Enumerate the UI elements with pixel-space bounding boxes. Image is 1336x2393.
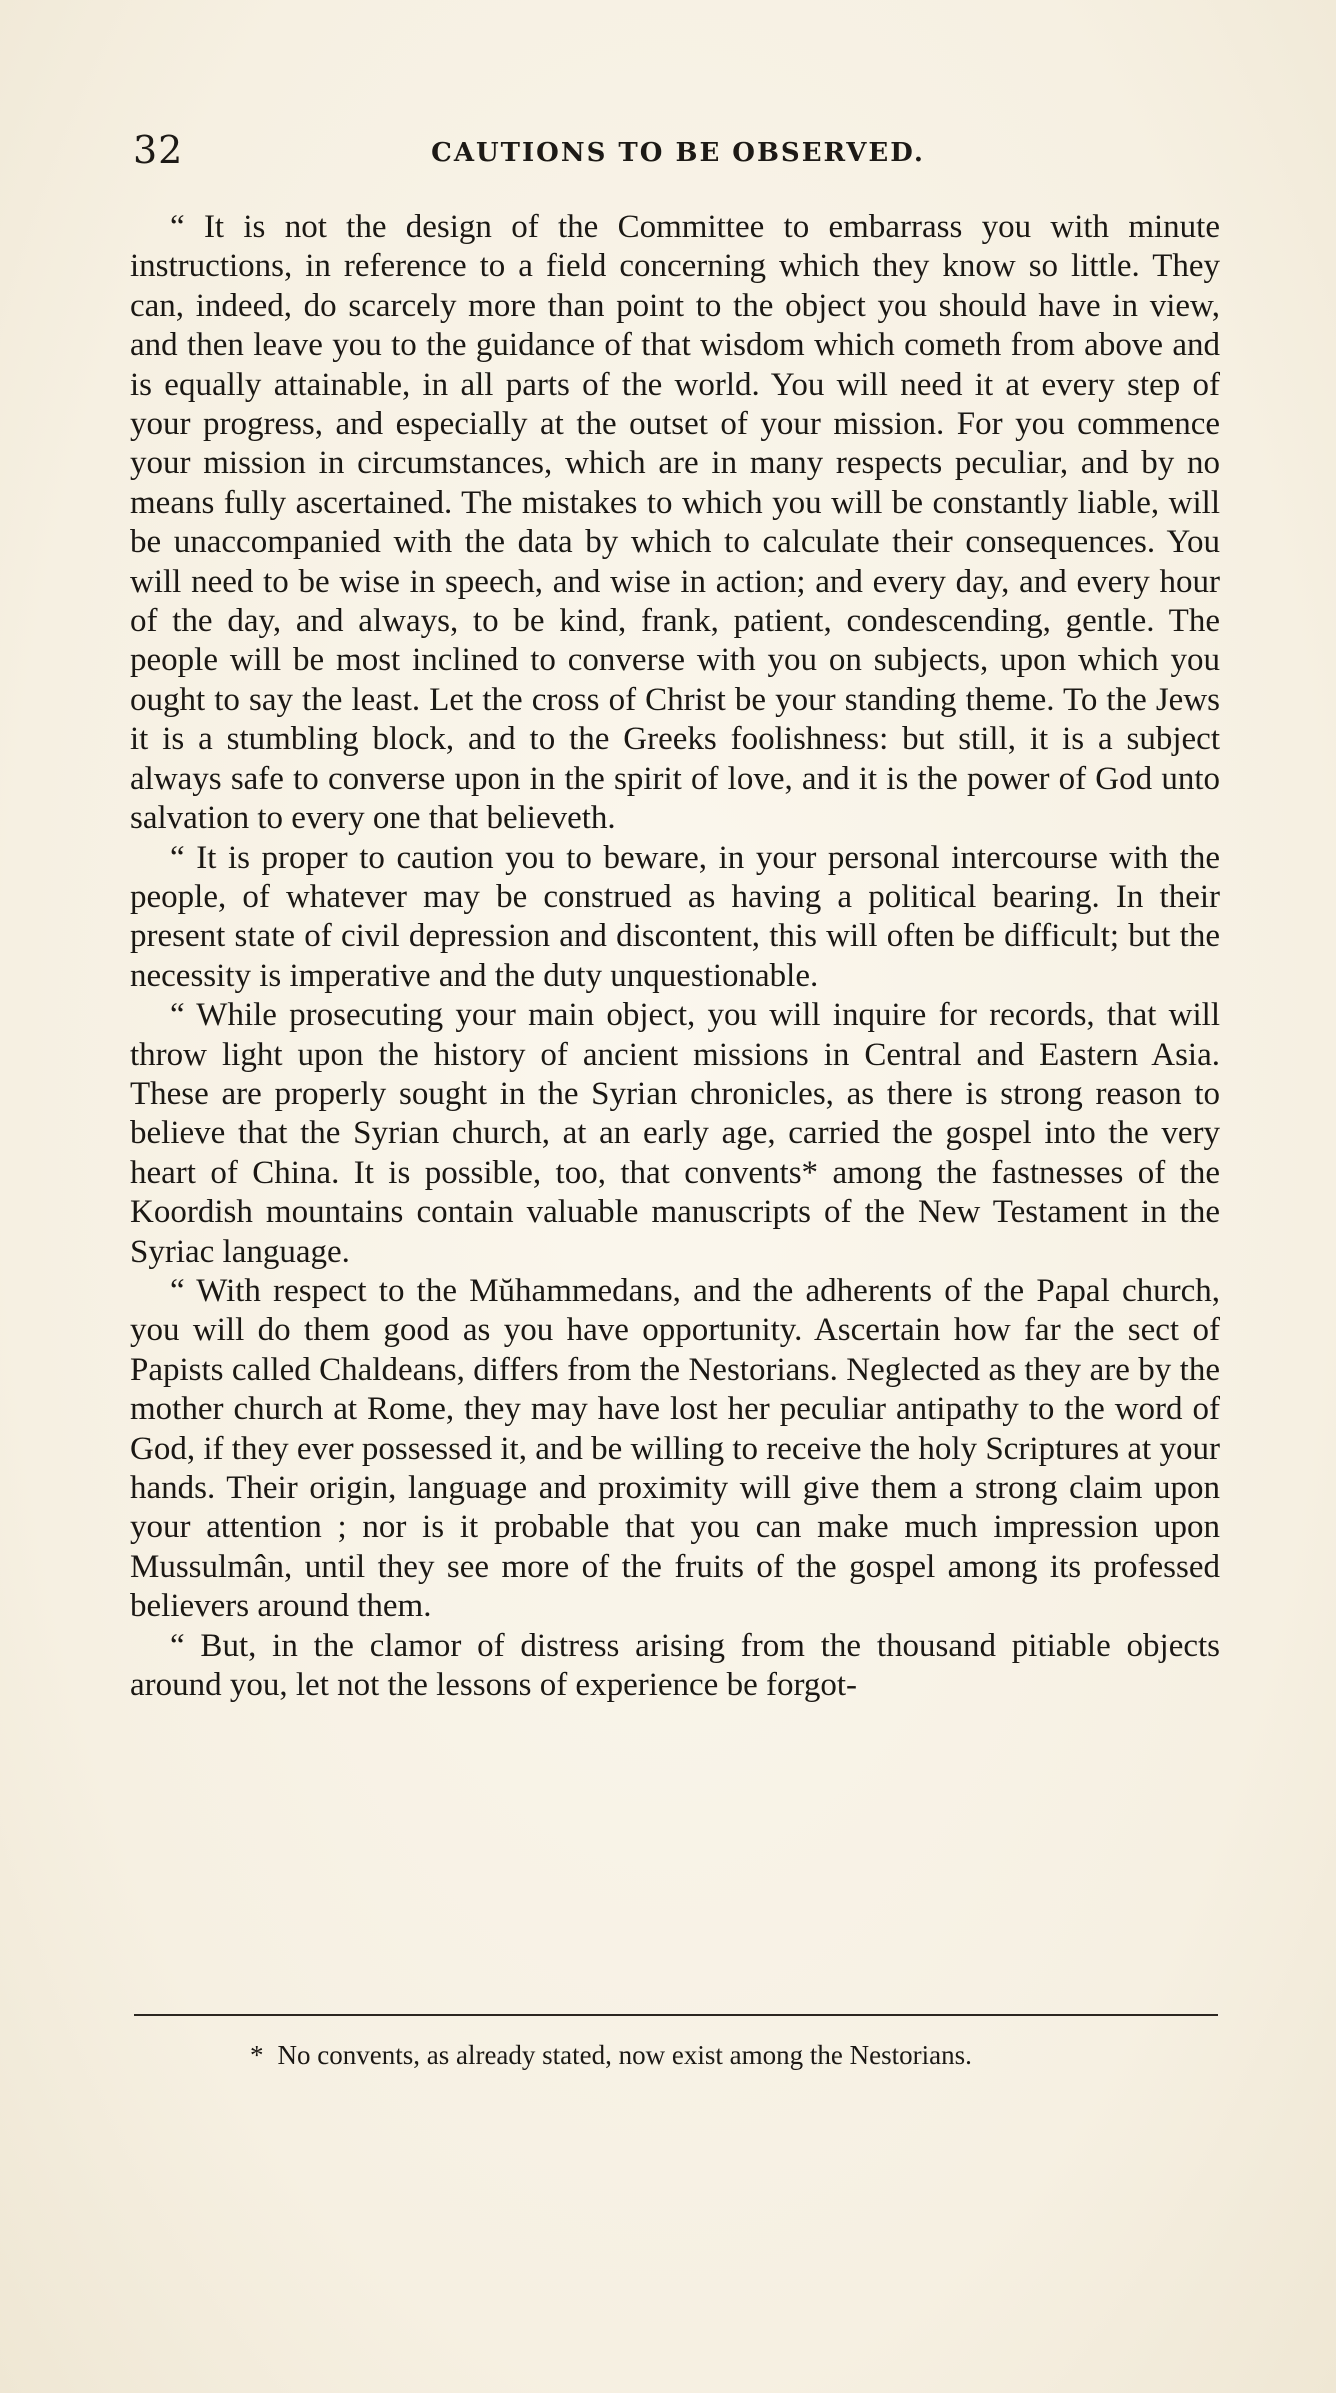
footnote-text: No convents, as already stated, now exist among the Nestorians. — [277, 2040, 972, 2070]
footnote — [130, 2038, 1220, 2072]
footnote-rule — [134, 2014, 1218, 2016]
paragraph: “ It is not the design of the Committee to embarrass you with minute instructions, in reference to a field concerning which they know so little. They can, indeed, do scarcely more than point to the object you should have in view, and then leave you to the guidance of that wisdom which cometh from above and is equally attainable, in all parts of the world. You will need it at every step of your progress, and especially at the outset of your mission. For you commence your mission in circumstances, which are in many respects peculiar, and by no means fully ascertained. The mistakes to which you will be constantly liable, will be unaccompanied with the data by which to calculate their consequences. You will need to be wise in speech, and wise in action; and every day, and every hour of the day, and always, to be kind, frank, patient, condescending, gentle. The people will be most inclined to converse with you on subjects, upon which you ought to say the least. Let the cross of Christ be your standing theme. To the Jews it is a stumbling block, and to the Greeks foolishness: but still, it is a subject always safe to converse upon in the spirit of love, and it is the power of God unto salvation to every one that believeth. — [130, 209, 1220, 837]
paragraph: “ With respect to the Mŭhammedans, and the adherents of the Papal church, you will do them good as you have opportunity. Ascertain how far the sect of Papists called Chaldeans, differs from the Nestorians. Neglected as they are by the mother church at Rome, they may have lost her peculiar antipathy to the word of God, if they ever possessed it, and be willing to receive the holy Scriptures at your hands. Their origin, language and proximity will give them a strong claim upon your attention ; nor is it probable that you can make much impression upon Mussulmân, until they see more of the fruits of the gospel among its professed believers around them. — [130, 1272, 1220, 1625]
running-title: CAUTIONS TO BE OBSERVED. — [431, 138, 925, 168]
page-number: 32 — [133, 128, 184, 172]
body-text — [130, 208, 1220, 1705]
paragraph: “ While prosecuting your main object, you will inquire for records, that will throw light upon the history of ancient missions in Central and Eastern Asia. These are properly sought in the Syrian chronicles, as there is strong reason to believe that the Syrian church, at an early age, carried the gospel into the very heart of China. It is possible, too, that convents* among the fastnesses of the Koordish mountains contain valuable manuscripts of the New Testament in the Syriac language. — [130, 997, 1220, 1270]
page-header — [133, 128, 1223, 178]
paragraph: “ It is proper to caution you to beware, in your personal intercourse with the people, of whatever may be construed as having a political bearing. In their present state of civil depression and discontent, this will often be difficult; but the necessity is imperative and the duty unquestionable. — [130, 839, 1220, 994]
paragraph: “ But, in the clamor of distress arising from the thousand pitiable objects around you, let not the lessons of experience be forgot- — [130, 1627, 1220, 1704]
footnote-mark: * — [250, 2040, 264, 2070]
